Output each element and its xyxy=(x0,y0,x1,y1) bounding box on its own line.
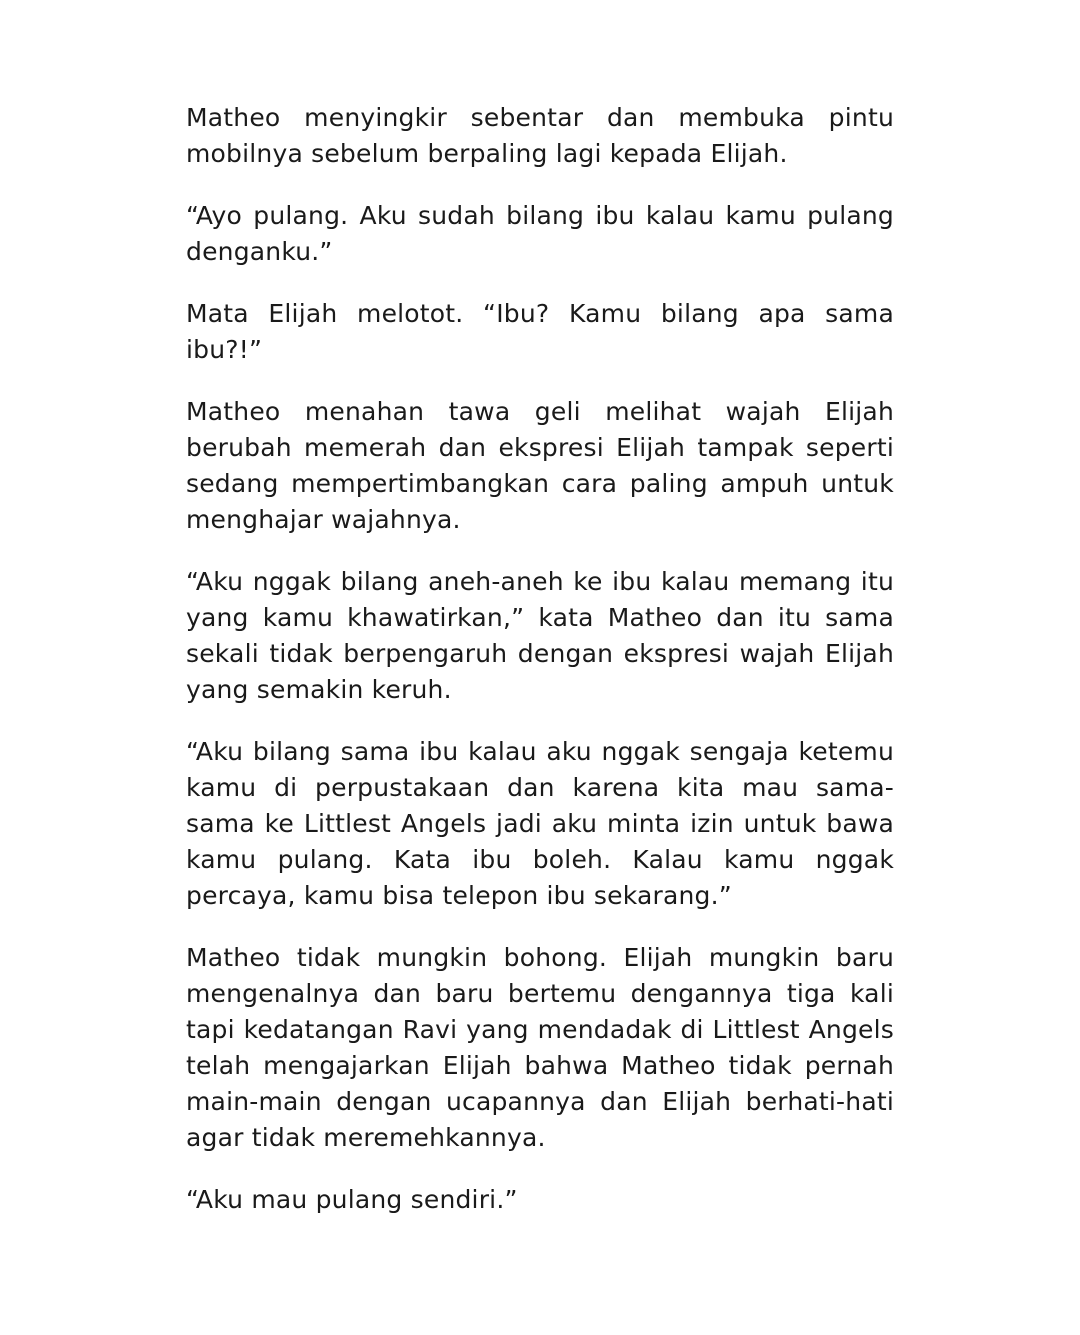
paragraph-7: Matheo tidak mungkin bohong. Elijah mungkin baru mengenalnya dan baru bertemu dengannya tiga kali tapi kedatangan Ravi yang mendadak di Littlest Angels telah mengajarkan Elijah bahwa Matheo tidak pernah main-main dengan ucapannya dan Elijah berhati-hati agar tidak meremehkannya. xyxy=(186,943,894,1152)
paragraph-2: “Ayo pulang. Aku sudah bilang ibu kalau kamu pulang denganku.” xyxy=(186,201,894,266)
paragraph-1: Matheo menyingkir sebentar dan membuka pintu mobilnya sebelum berpaling lagi kepada Elijah. xyxy=(186,103,894,168)
paragraph-6: “Aku bilang sama ibu kalau aku nggak sengaja ketemu kamu di perpustakaan dan karena kita mau sama-sama ke Littlest Angels jadi aku minta izin untuk bawa kamu pulang. Kata ibu boleh. Kalau kamu nggak percaya, kamu bisa telepon ibu sekarang.” xyxy=(186,737,894,910)
paragraph-4: Matheo menahan tawa geli melihat wajah Elijah berubah memerah dan ekspresi Elijah tampak seperti sedang mempertimbangkan cara paling ampuh untuk menghajar wajahnya. xyxy=(186,397,894,534)
document-page xyxy=(186,100,894,1244)
paragraph-3: Mata Elijah melotot. “Ibu? Kamu bilang apa sama ibu?!” xyxy=(186,299,894,364)
paragraph-8: “Aku mau pulang sendiri.” xyxy=(186,1185,518,1214)
paragraph-5: “Aku nggak bilang aneh-aneh ke ibu kalau memang itu yang kamu khawatirkan,” kata Matheo dan itu sama sekali tidak berpengaruh dengan ekspresi wajah Elijah yang semakin keruh. xyxy=(186,567,894,704)
